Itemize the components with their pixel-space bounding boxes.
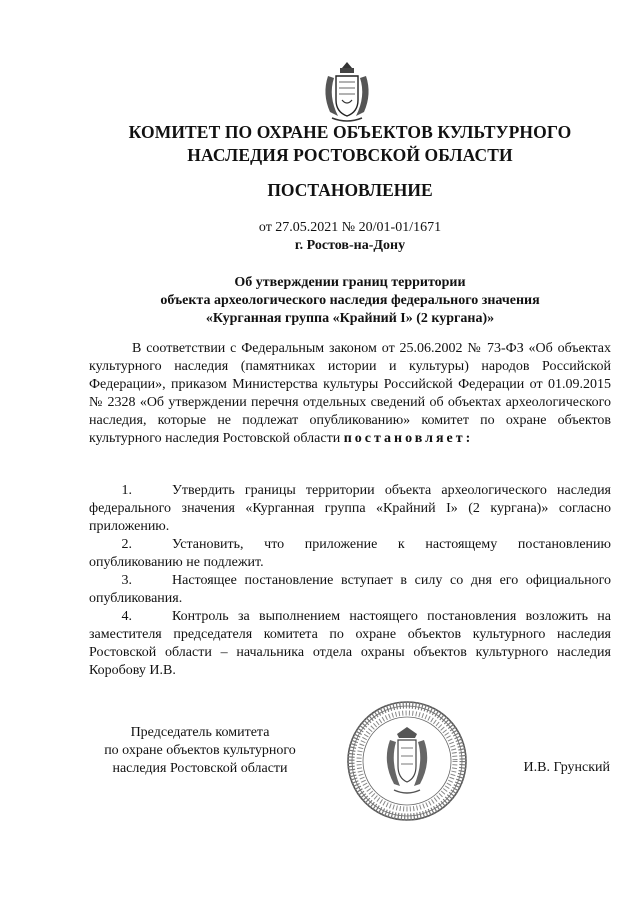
item-number: 2. — [121, 537, 132, 552]
item-number: 4. — [121, 609, 132, 624]
item-text: Контроль за выполнением настоящего постановления возложить на заместителя председателя комитета по охране объектов культурного наследия Ростовской области – начальника отдела охраны объектов культурного наследия Коробову И.В. — [89, 609, 611, 678]
list-item — [89, 482, 611, 536]
list-item — [89, 536, 611, 572]
signatory-title — [86, 724, 314, 778]
signatory-title-line-3: наследия Ростовской области — [112, 761, 288, 776]
subject-line-2: объекта археологического наследия федерального значения — [160, 293, 540, 308]
intro-text: В соответствии с Федеральным законом от 25.06.2002 № 73-ФЗ «Об объектах культурного наследия (памятниках истории и культуры) народов Российской Федерации», приказом Министерства культуры Российской Федерации от 01.09.2015 № 2328 «Об утверждении перечня отдельных сведений об объектах археологического наследия, которые не подлежат опубликованию» комитет по охране объектов культурного наследия Ростовской области — [89, 341, 611, 446]
committee-name-line-2: НАСЛЕДИЯ РОСТОВСКОЙ ОБЛАСТИ — [187, 145, 513, 165]
item-number: 1. — [121, 483, 132, 498]
signatory-name: И.В. Грунский — [523, 760, 610, 775]
coat-of-arms-icon — [318, 60, 376, 124]
document-subject — [60, 274, 640, 328]
signatory-title-line-2: по охране объектов культурного — [104, 743, 296, 758]
item-text: Утвердить границы территории объекта археологического наследия федерального значения «Курганная группа «Крайний I» (2 кургана)» согласно приложению. — [89, 483, 611, 534]
resolves-word: постановляет: — [343, 431, 474, 446]
subject-line-1: Об утверждении границ территории — [234, 275, 466, 290]
list-item — [89, 608, 611, 680]
document-city: г. Ростов-на-Дону — [294, 238, 406, 253]
item-text: Установить, что приложение к настоящему постановлению опубликованию не подлежит. — [89, 537, 611, 570]
document-type: ПОСТАНОВЛЕНИЕ — [267, 180, 433, 200]
subject-line-3: «Курганная группа «Крайний I» (2 кургана)» — [205, 311, 495, 326]
committee-name — [60, 121, 640, 167]
item-number: 3. — [121, 573, 132, 588]
intro-paragraph — [89, 340, 611, 448]
official-seal-icon — [346, 700, 468, 822]
item-text: Настоящее постановление вступает в силу со дня его официального опубликования. — [89, 573, 611, 606]
signatory-title-line-1: Председатель комитета — [130, 725, 270, 740]
list-item — [89, 572, 611, 608]
document-date-number: от 27.05.2021 № 20/01-01/1671 — [258, 220, 442, 235]
committee-name-line-1: КОМИТЕТ ПО ОХРАНЕ ОБЪЕКТОВ КУЛЬТУРНОГО — [128, 122, 572, 142]
